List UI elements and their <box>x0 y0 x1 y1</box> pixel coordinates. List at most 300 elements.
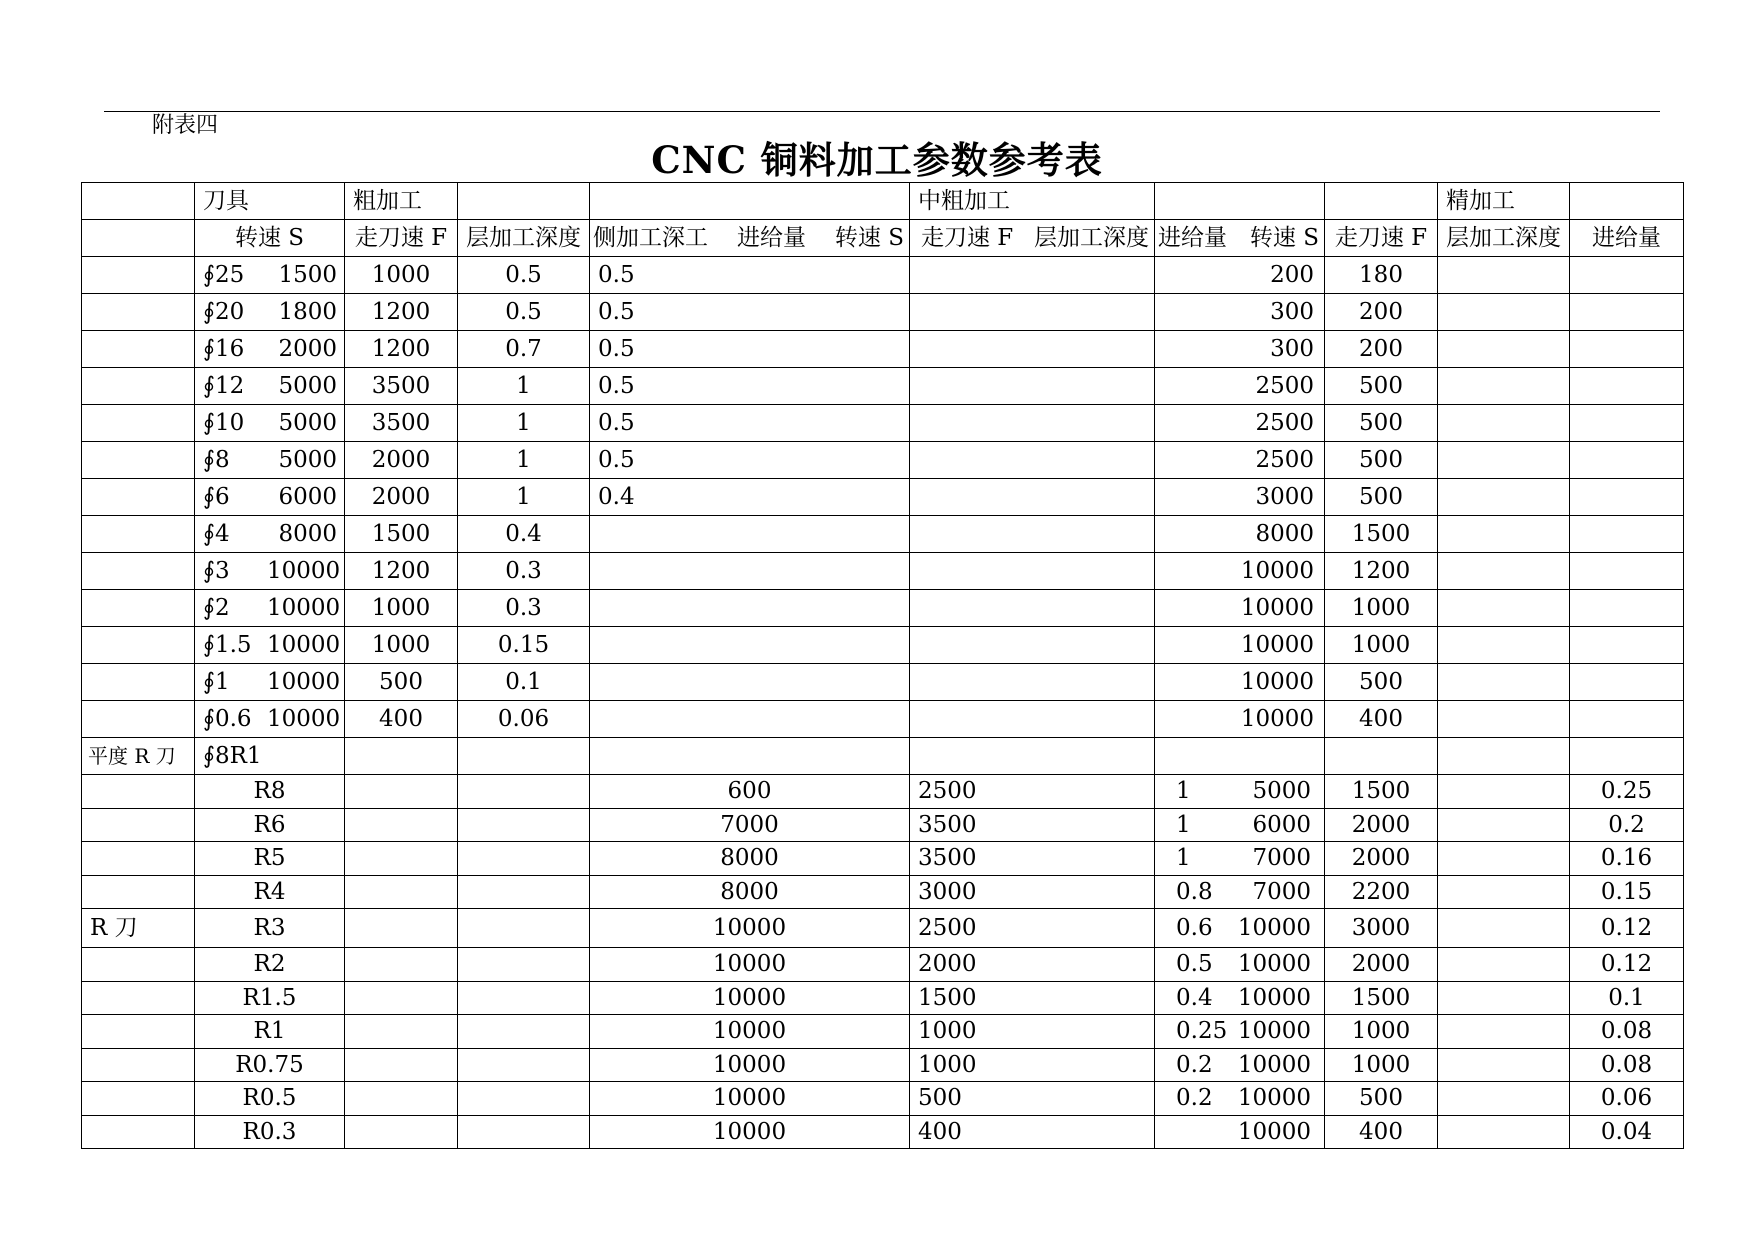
finish-feed: 1000 <box>1325 1048 1438 1082</box>
empty-cell <box>1438 808 1570 842</box>
flat-r-row <box>82 738 1684 775</box>
empty-cell <box>1438 516 1570 553</box>
tool-speed-cell <box>195 294 345 331</box>
empty-cell <box>1325 738 1438 775</box>
empty-cell <box>910 257 1155 294</box>
empty-cell <box>1570 664 1684 701</box>
side-depth <box>590 516 910 553</box>
header-layer-depth: 层加工深度 <box>458 220 590 257</box>
tool-speed-cell <box>195 516 345 553</box>
depth-speed-cell <box>1155 948 1325 982</box>
group-cell <box>82 257 195 294</box>
empty-cell <box>1570 553 1684 590</box>
depth-speed-cell <box>1155 1082 1325 1116</box>
finish-feed: 1500 <box>1325 775 1438 809</box>
empty-cell <box>458 808 590 842</box>
spindle-speed: 2000 <box>278 336 337 362</box>
step-depth: 0.5 <box>1176 951 1213 978</box>
r-tool: R0.75 <box>195 1048 345 1082</box>
step-depth: 0.8 <box>1176 878 1213 905</box>
mid-speed: 10000 <box>590 1115 910 1149</box>
empty-cell <box>1570 294 1684 331</box>
mid-speed: 7000 <box>590 808 910 842</box>
header-tool: 刀具 <box>195 183 345 220</box>
depth-speed-cell <box>1155 875 1325 909</box>
table-row <box>82 808 1684 842</box>
layer-depth: 0.06 <box>458 701 590 738</box>
group-cell <box>82 1015 195 1049</box>
tool-size: ∮4 <box>203 521 230 547</box>
depth-speed-cell <box>1155 1048 1325 1082</box>
mid-feed: 1000 <box>910 1048 1155 1082</box>
empty-cell <box>910 368 1155 405</box>
empty-cell <box>1438 1048 1570 1082</box>
side-depth <box>590 664 910 701</box>
step-depth: 1 <box>1176 778 1191 805</box>
mid-feed: 500 <box>910 1082 1155 1116</box>
mid-feed: 2500 <box>910 909 1155 948</box>
table-row <box>82 664 1684 701</box>
side-depth: 0.5 <box>590 257 910 294</box>
r-tool: R2 <box>195 948 345 982</box>
tool-size: ∮8 <box>203 447 230 473</box>
mid-feed: 2000 <box>910 948 1155 982</box>
empty-cell <box>345 808 458 842</box>
spindle-speed: 6000 <box>278 484 337 510</box>
step-depth: 0.6 <box>1176 915 1213 941</box>
empty-cell <box>910 590 1155 627</box>
feed-rate: 1000 <box>345 590 458 627</box>
empty-cell <box>345 1048 458 1082</box>
tool-speed-cell <box>195 257 345 294</box>
side-depth: 0.5 <box>590 442 910 479</box>
mid-speed: 600 <box>590 775 910 809</box>
finish-speed: 10000 <box>1155 664 1325 701</box>
empty-cell <box>458 842 590 876</box>
r-tool: R4 <box>195 875 345 909</box>
empty-cell <box>1570 627 1684 664</box>
finish-speed: 2500 <box>1155 442 1325 479</box>
finish-feed: 500 <box>1325 1082 1438 1116</box>
tool-size: ∮3 <box>203 558 230 584</box>
header-cell <box>1570 183 1684 220</box>
mid-feed: 3500 <box>910 808 1155 842</box>
header-feed-amount-2: 进给量 <box>1158 225 1227 251</box>
depth-speed-pair <box>1158 1051 1321 1078</box>
header-side-group <box>590 220 910 257</box>
r-tool: R6 <box>195 808 345 842</box>
spindle-speed: 10000 <box>267 632 341 658</box>
tool-size: ∮6 <box>203 484 230 510</box>
depth-speed-pair <box>1158 811 1321 838</box>
table-row <box>82 981 1684 1015</box>
finish-speed: 10000 <box>1155 553 1325 590</box>
table-row <box>82 331 1684 368</box>
layer-depth: 1 <box>458 479 590 516</box>
empty-cell <box>910 516 1155 553</box>
header-rough: 粗加工 <box>345 183 458 220</box>
empty-cell <box>345 1082 458 1116</box>
group-cell <box>82 1048 195 1082</box>
table-row <box>82 875 1684 909</box>
header-side-depth: 侧加工深工 <box>593 225 708 251</box>
depth-speed-cell <box>1155 808 1325 842</box>
feed-rate: 1200 <box>345 294 458 331</box>
tool-size: ∮10 <box>203 410 245 436</box>
empty-cell <box>1438 738 1570 775</box>
spindle-speed: 10000 <box>267 595 341 621</box>
mid-feed: 2500 <box>910 775 1155 809</box>
layer-depth: 1 <box>458 405 590 442</box>
finish-feed: 1500 <box>1325 981 1438 1015</box>
empty-cell <box>345 842 458 876</box>
tool-size: ∮12 <box>203 373 245 399</box>
side-depth <box>590 553 910 590</box>
finish-speed: 10000 <box>1237 1118 1311 1145</box>
header-cell <box>82 183 195 220</box>
feed-rate: 400 <box>345 701 458 738</box>
step-depth: 0.2 <box>1176 1085 1213 1112</box>
layer-depth: 0.7 <box>458 331 590 368</box>
group-cell <box>82 442 195 479</box>
empty-cell <box>345 981 458 1015</box>
empty-cell <box>1438 627 1570 664</box>
spindle-speed: 8000 <box>278 521 337 547</box>
finish-speed: 10000 <box>1237 915 1311 941</box>
tool-speed-cell <box>195 553 345 590</box>
table-row <box>82 294 1684 331</box>
header-finish: 精加工 <box>1438 183 1570 220</box>
table-row <box>82 948 1684 982</box>
finish-feed: 500 <box>1325 368 1438 405</box>
empty-cell <box>1570 738 1684 775</box>
empty-cell <box>458 1015 590 1049</box>
header-feed-amount-3: 进给量 <box>1570 220 1684 257</box>
mid-speed: 10000 <box>590 981 910 1015</box>
finish-speed: 7000 <box>1252 845 1311 872</box>
header-layer-depth-3: 层加工深度 <box>1438 220 1570 257</box>
empty-cell <box>1155 738 1325 775</box>
mid-speed: 10000 <box>590 1015 910 1049</box>
finish-speed: 2500 <box>1155 405 1325 442</box>
tool-size: ∮0.6 <box>203 706 252 732</box>
mid-feed: 3500 <box>910 842 1155 876</box>
empty-cell <box>1438 442 1570 479</box>
header-cell <box>82 220 195 257</box>
mid-speed: 10000 <box>590 1082 910 1116</box>
empty-cell <box>1570 479 1684 516</box>
empty-cell <box>910 405 1155 442</box>
empty-cell <box>910 553 1155 590</box>
empty-cell <box>1438 775 1570 809</box>
tool-speed-cell <box>195 590 345 627</box>
layer-depth: 1 <box>458 442 590 479</box>
side-depth: 0.5 <box>590 405 910 442</box>
mid-feed: 1500 <box>910 981 1155 1015</box>
feed-amount: 0.04 <box>1570 1115 1684 1149</box>
r-tool: R1.5 <box>195 981 345 1015</box>
mid-speed: 10000 <box>590 909 910 948</box>
tool-size: ∮1 <box>203 669 230 695</box>
empty-cell <box>1438 981 1570 1015</box>
feed-amount: 0.1 <box>1570 981 1684 1015</box>
finish-speed: 3000 <box>1155 479 1325 516</box>
finish-feed: 2000 <box>1325 948 1438 982</box>
header-feed: 走刀速 F <box>345 220 458 257</box>
side-depth: 0.5 <box>590 294 910 331</box>
header-cell <box>590 183 910 220</box>
step-depth: 0.4 <box>1176 984 1213 1011</box>
empty-cell <box>1570 331 1684 368</box>
empty-cell <box>1438 590 1570 627</box>
finish-speed: 10000 <box>1237 1085 1311 1112</box>
depth-speed-pair <box>1158 778 1321 805</box>
header-cell <box>1155 183 1325 220</box>
feed-rate: 500 <box>345 664 458 701</box>
layer-depth: 0.4 <box>458 516 590 553</box>
step-depth: 0.2 <box>1176 1051 1213 1078</box>
tool-speed-cell <box>195 331 345 368</box>
feed-rate: 2000 <box>345 442 458 479</box>
empty-cell <box>1438 1115 1570 1149</box>
group-cell <box>82 875 195 909</box>
empty-cell <box>1438 1015 1570 1049</box>
depth-speed-pair <box>1158 917 1321 939</box>
empty-cell <box>458 1082 590 1116</box>
layer-depth: 0.3 <box>458 590 590 627</box>
finish-feed: 1000 <box>1325 627 1438 664</box>
spindle-speed: 1800 <box>278 299 337 325</box>
header-finish-group <box>1155 220 1325 257</box>
finish-feed: 500 <box>1325 442 1438 479</box>
finish-speed: 6000 <box>1252 811 1311 838</box>
empty-cell <box>458 909 590 948</box>
group-cell <box>82 664 195 701</box>
header-speed: 转速 S <box>195 220 345 257</box>
empty-cell <box>1438 842 1570 876</box>
empty-cell <box>1438 479 1570 516</box>
feed-amount: 0.06 <box>1570 1082 1684 1116</box>
finish-speed: 10000 <box>1155 590 1325 627</box>
mid-speed: 8000 <box>590 875 910 909</box>
empty-cell <box>458 981 590 1015</box>
empty-cell <box>1438 1082 1570 1116</box>
table-row <box>82 1115 1684 1149</box>
table-row <box>82 1082 1684 1116</box>
empty-cell <box>910 664 1155 701</box>
empty-cell <box>458 875 590 909</box>
group-cell <box>82 808 195 842</box>
empty-cell <box>1570 405 1684 442</box>
depth-speed-cell <box>1155 775 1325 809</box>
feed-rate: 1000 <box>345 257 458 294</box>
feed-amount: 0.08 <box>1570 1048 1684 1082</box>
empty-cell <box>1438 257 1570 294</box>
header-speed-2: 转速 S <box>834 225 904 251</box>
empty-cell <box>345 875 458 909</box>
tool-speed-cell <box>195 664 345 701</box>
layer-depth: 0.5 <box>458 294 590 331</box>
empty-cell <box>345 1015 458 1049</box>
empty-cell <box>1438 948 1570 982</box>
mid-feed: 1000 <box>910 1015 1155 1049</box>
finish-feed: 200 <box>1325 331 1438 368</box>
empty-cell <box>1438 294 1570 331</box>
group-cell <box>82 1115 195 1149</box>
empty-cell <box>1438 909 1570 948</box>
flat-r-group-label: 平度 R 刀 <box>82 738 195 775</box>
finish-feed: 3000 <box>1325 909 1438 948</box>
spindle-speed: 5000 <box>278 410 337 436</box>
header-speed-3: 转速 S <box>1249 225 1319 251</box>
empty-cell <box>345 909 458 948</box>
appendix-label: 附表四 <box>152 113 219 138</box>
finish-speed: 10000 <box>1237 1018 1311 1045</box>
depth-speed-pair <box>1158 1018 1321 1045</box>
feed-rate: 3500 <box>345 405 458 442</box>
feed-amount: 0.2 <box>1570 808 1684 842</box>
step-depth: 0.25 <box>1176 1018 1228 1045</box>
feed-amount: 0.15 <box>1570 875 1684 909</box>
feed-amount: 0.12 <box>1570 948 1684 982</box>
finish-feed: 400 <box>1325 701 1438 738</box>
r-tool: R5 <box>195 842 345 876</box>
finish-feed: 1000 <box>1325 590 1438 627</box>
empty-cell <box>1570 590 1684 627</box>
header-row-2 <box>82 220 1684 257</box>
table-row <box>82 775 1684 809</box>
table-row <box>82 257 1684 294</box>
header-feed-2: 走刀速 F <box>921 225 1014 251</box>
depth-speed-pair <box>1158 1085 1321 1112</box>
tool-size: ∮20 <box>203 299 245 325</box>
finish-feed: 500 <box>1325 405 1438 442</box>
mid-speed: 10000 <box>590 1048 910 1082</box>
group-cell <box>82 701 195 738</box>
empty-cell <box>1570 701 1684 738</box>
group-cell <box>82 368 195 405</box>
table-row <box>82 1048 1684 1082</box>
feed-rate: 1200 <box>345 553 458 590</box>
empty-cell <box>345 1115 458 1149</box>
r-tool: R0.3 <box>195 1115 345 1149</box>
table-row <box>82 405 1684 442</box>
empty-cell <box>458 738 590 775</box>
empty-cell <box>345 738 458 775</box>
layer-depth: 1 <box>458 368 590 405</box>
feed-rate: 1500 <box>345 516 458 553</box>
spindle-speed: 5000 <box>278 373 337 399</box>
empty-cell <box>910 442 1155 479</box>
header-cell <box>458 183 590 220</box>
group-cell <box>82 627 195 664</box>
empty-cell <box>1570 368 1684 405</box>
tool-speed-cell <box>195 405 345 442</box>
side-depth <box>590 627 910 664</box>
group-cell <box>82 479 195 516</box>
side-depth: 0.5 <box>590 368 910 405</box>
side-depth <box>590 701 910 738</box>
table-row <box>82 442 1684 479</box>
depth-speed-cell <box>1155 981 1325 1015</box>
feed-amount: 0.12 <box>1570 909 1684 948</box>
finish-speed: 10000 <box>1155 701 1325 738</box>
finish-feed: 1000 <box>1325 1015 1438 1049</box>
side-depth: 0.4 <box>590 479 910 516</box>
group-cell <box>82 405 195 442</box>
tool-speed-cell <box>195 479 345 516</box>
header-cell <box>1325 183 1438 220</box>
table-row <box>82 479 1684 516</box>
table-row <box>82 842 1684 876</box>
finish-speed: 10000 <box>1237 1051 1311 1078</box>
tool-speed-cell <box>195 368 345 405</box>
spindle-speed: 10000 <box>267 669 341 695</box>
finish-speed: 300 <box>1155 294 1325 331</box>
table-row <box>82 553 1684 590</box>
tool-size: ∮1.5 <box>203 632 252 658</box>
empty-cell <box>590 738 910 775</box>
mid-feed: 3000 <box>910 875 1155 909</box>
group-cell <box>82 948 195 982</box>
r-tool: R0.5 <box>195 1082 345 1116</box>
empty-cell <box>910 701 1155 738</box>
tool-speed-cell <box>195 442 345 479</box>
table-row <box>82 701 1684 738</box>
r-tool: R3 <box>195 909 345 948</box>
finish-speed: 10000 <box>1237 984 1311 1011</box>
group-cell <box>82 553 195 590</box>
depth-speed-cell <box>1155 1015 1325 1049</box>
spindle-speed: 10000 <box>267 558 341 584</box>
group-cell <box>82 516 195 553</box>
group-cell <box>82 331 195 368</box>
empty-cell <box>1438 405 1570 442</box>
r-tool: R8 <box>195 775 345 809</box>
mid-speed: 8000 <box>590 842 910 876</box>
finish-speed: 300 <box>1155 331 1325 368</box>
mid-speed: 10000 <box>590 948 910 982</box>
group-cell <box>82 590 195 627</box>
mid-feed: 400 <box>910 1115 1155 1149</box>
finish-feed: 200 <box>1325 294 1438 331</box>
r-tool: R1 <box>195 1015 345 1049</box>
step-depth: 1 <box>1176 845 1191 872</box>
tool-speed-cell <box>195 701 345 738</box>
header-feed-amount: 进给量 <box>736 225 806 251</box>
feed-rate: 3500 <box>345 368 458 405</box>
finish-feed: 1500 <box>1325 516 1438 553</box>
feed-amount: 0.25 <box>1570 775 1684 809</box>
empty-cell <box>458 1048 590 1082</box>
depth-speed-pair <box>1158 845 1321 872</box>
feed-rate: 2000 <box>345 479 458 516</box>
finish-feed: 2200 <box>1325 875 1438 909</box>
finish-feed: 500 <box>1325 479 1438 516</box>
layer-depth: 0.15 <box>458 627 590 664</box>
step-depth: 1 <box>1176 811 1191 838</box>
spindle-speed: 10000 <box>267 706 341 732</box>
empty-cell <box>1438 664 1570 701</box>
finish-feed: 500 <box>1325 664 1438 701</box>
empty-cell <box>458 948 590 982</box>
depth-speed-cell <box>1155 842 1325 876</box>
spindle-speed: 1500 <box>278 262 337 288</box>
header-row-1 <box>82 183 1684 220</box>
finish-speed: 8000 <box>1155 516 1325 553</box>
table-row <box>82 590 1684 627</box>
layer-depth: 0.5 <box>458 257 590 294</box>
